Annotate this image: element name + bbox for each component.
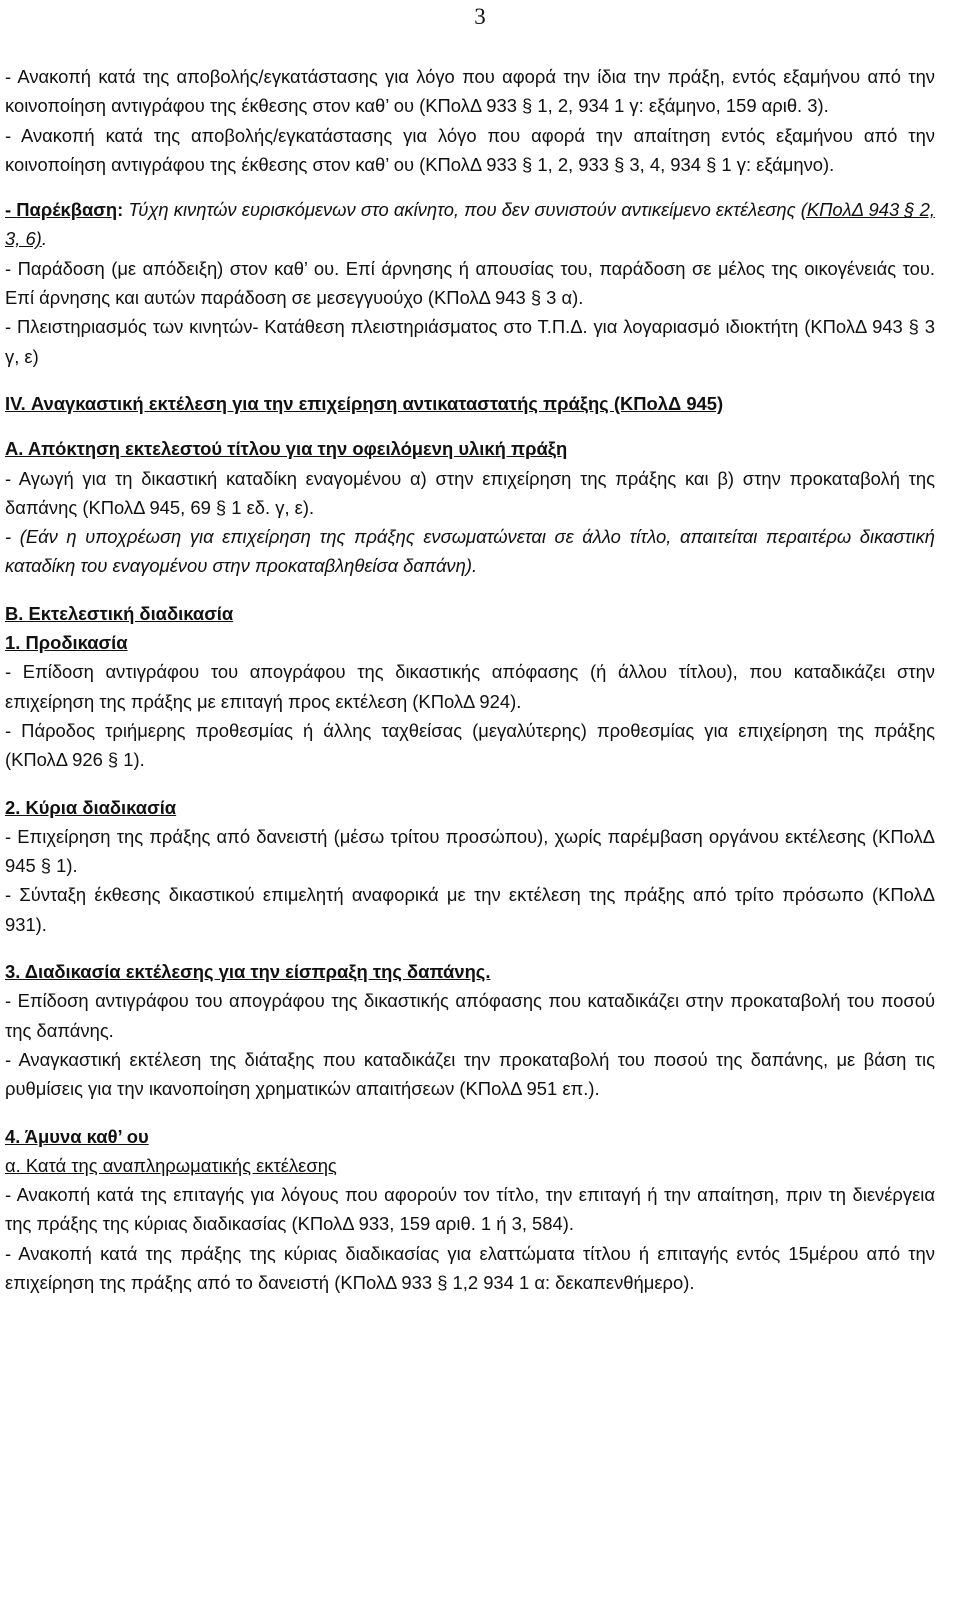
paragraph-bailiff-report: - Σύνταξη έκθεσης δικαστικού επιμελητή αναφορικά με την εκτέλεση της πράξης από τρίτο πρόσωπο (ΚΠολΔ 931). xyxy=(5,884,935,935)
paragraph-other-title: - (Εάν η υποχρέωση για επιχείρηση της πράξης ενσωματώνεται σε άλλο τίτλο, απαιτείται περαιτέρω δικαστική καταδίκη του εναγομένου στην προκαταβληθείσα δαπάνη). xyxy=(5,526,935,577)
digression-end: . xyxy=(41,228,47,250)
digression-text: Τύχη κινητών ευρισκόμενων στο ακίνητο, που δεν συνιστούν αντικείμενο εκτέλεσης xyxy=(128,199,801,221)
paragraph-enforcement-expense: - Αναγκαστική εκτέλεση της διάταξης που καταδικάζει την προκαταβολή του ποσού της δαπάνης, με βάση τις ρυθμίσεις για την ικανοποίηση χρηματικών απαιτήσεων (ΚΠολΔ 951 επ.). xyxy=(5,1048,935,1100)
paragraph-lawsuit: - Αγωγή για τη δικαστική καταδίκη εναγομένου α) στην επιχείρηση της πράξης και β) στην προκαταβολή της δαπάνης (ΚΠολΔ 945, 69 § 1 εδ. γ, ε). xyxy=(5,467,935,518)
paragraph-deadline: - Πάροδος τριήμερης προθεσμίας ή άλλης ταχθείσας (μεγαλύτερης) προθεσμίας για επιχείρηση της πράξης (ΚΠολΔ 926 § 1). xyxy=(5,719,935,771)
step-2-heading: 2. Κύρια διαδικασία xyxy=(5,796,177,818)
paragraph-delivery: - Παράδοση (με απόδειξη) στον καθ’ ου. Επί άρνησης ή απουσίας του, παράδοση σε μέλος της οικογένειάς του. Επί άρνησης και αυτών παράδοση σε μεσεγγυούχο (ΚΠολΔ 943 § 3 α). xyxy=(5,257,935,309)
paragraph-auction: - Πλειστηριασμός των κινητών- Κατάθεση πλειστηριάσματος στο Τ.Π.Δ. για λογαριασμό ιδιοκτήτη (ΚΠολΔ 943 § 3 γ, ε) xyxy=(5,316,935,367)
paragraph-performance: - Επιχείρηση της πράξης από δανειστή (μέσω τρίτου προσώπου), χωρίς παρέμβαση οργάνου εκτέλεσης (ΚΠολΔ 945 § 1). xyxy=(5,825,935,877)
step-1-heading: 1. Προδικασία xyxy=(5,632,128,654)
digression-paragraph xyxy=(5,195,935,254)
digression-colon: : xyxy=(117,199,129,221)
paragraph-service-copy: - Επίδοση αντιγράφου του απογράφου της δικαστικής απόφασης (ή άλλου τίτλου), που καταδικάζει στην επιχείρηση της πράξης με επιταγή προς εκτέλεση (ΚΠολΔ 924). xyxy=(5,661,935,712)
step-3-heading: 3. Διαδικασία εκτέλεσης για την είσπραξη της δαπάνης. xyxy=(5,961,491,983)
digression-dash: - xyxy=(5,199,17,221)
digression-label: Παρέκβαση xyxy=(16,199,118,221)
section-iv-heading: IV. Αναγκαστική εκτέλεση για την επιχείρηση αντικαταστατής πράξης (ΚΠολΔ 945) xyxy=(5,392,724,414)
paragraph-objection-main-act: - Ανακοπή κατά της πράξης της κύριας διαδικασίας για ελαττώματα τίτλου ή επιταγής εντός 15μέρου από την επιχείρηση της πράξης από το δανειστή (ΚΠολΔ 933 § 1,2 934 1 α: δεκαπενθήμερο). xyxy=(5,1242,935,1293)
step-4a-heading: α. Κατά της αναπληρωματικής εκτέλεσης xyxy=(5,1154,337,1176)
subsection-b-heading: Β. Εκτελεστική διαδικασία xyxy=(5,602,234,624)
paragraph-objection-act: - Ανακοπή κατά της αποβολής/εγκατάστασης για λόγο που αφορά την ίδια την πράξη, εντός εξαμήνου από την κοινοποίηση αντιγράφου της έκθεσης στον καθ’ ου (ΚΠολΔ 933 § 1, 2, 934 1 γ: εξάμηνο, 159 αριθ. 3). xyxy=(5,66,935,117)
paragraph-service-judgment: - Επίδοση αντιγράφου του απογράφου της δικαστικής απόφασης που καταδικάζει στην προκαταβολή του ποσού της δαπάνης. xyxy=(5,990,935,1041)
paragraph-objection-order: - Ανακοπή κατά της επιταγής για λόγους που αφορούν τον τίτλο, την επιταγή ή την απαίτηση, πριν τη διενέργεια της πράξης της κύριας διαδικασίας (ΚΠολΔ 933, 159 αριθ. 1 ή 3, 584). xyxy=(5,1184,935,1235)
document-body xyxy=(5,62,935,1297)
subsection-a-heading: Α. Απόκτηση εκτελεστού τίτλου για την οφειλόμενη υλική πράξη xyxy=(5,438,568,460)
paragraph-objection-claim: - Ανακοπή κατά της αποβολής/εγκατάστασης για λόγο που αφορά την απαίτηση εντός εξαμήνου από την κοινοποίηση αντιγράφου της έκθεσης στον καθ’ ου (ΚΠολΔ 933 § 1, 2, 933 § 3, 4, 934 § 1 γ: εξάμηνο). xyxy=(5,124,935,175)
digression-reference: (ΚΠολΔ 943 § 2, 3, 6) xyxy=(5,199,936,250)
step-4-heading: 4. Άμυνα καθ’ ου xyxy=(5,1125,149,1147)
page-number: 3 xyxy=(474,4,486,29)
